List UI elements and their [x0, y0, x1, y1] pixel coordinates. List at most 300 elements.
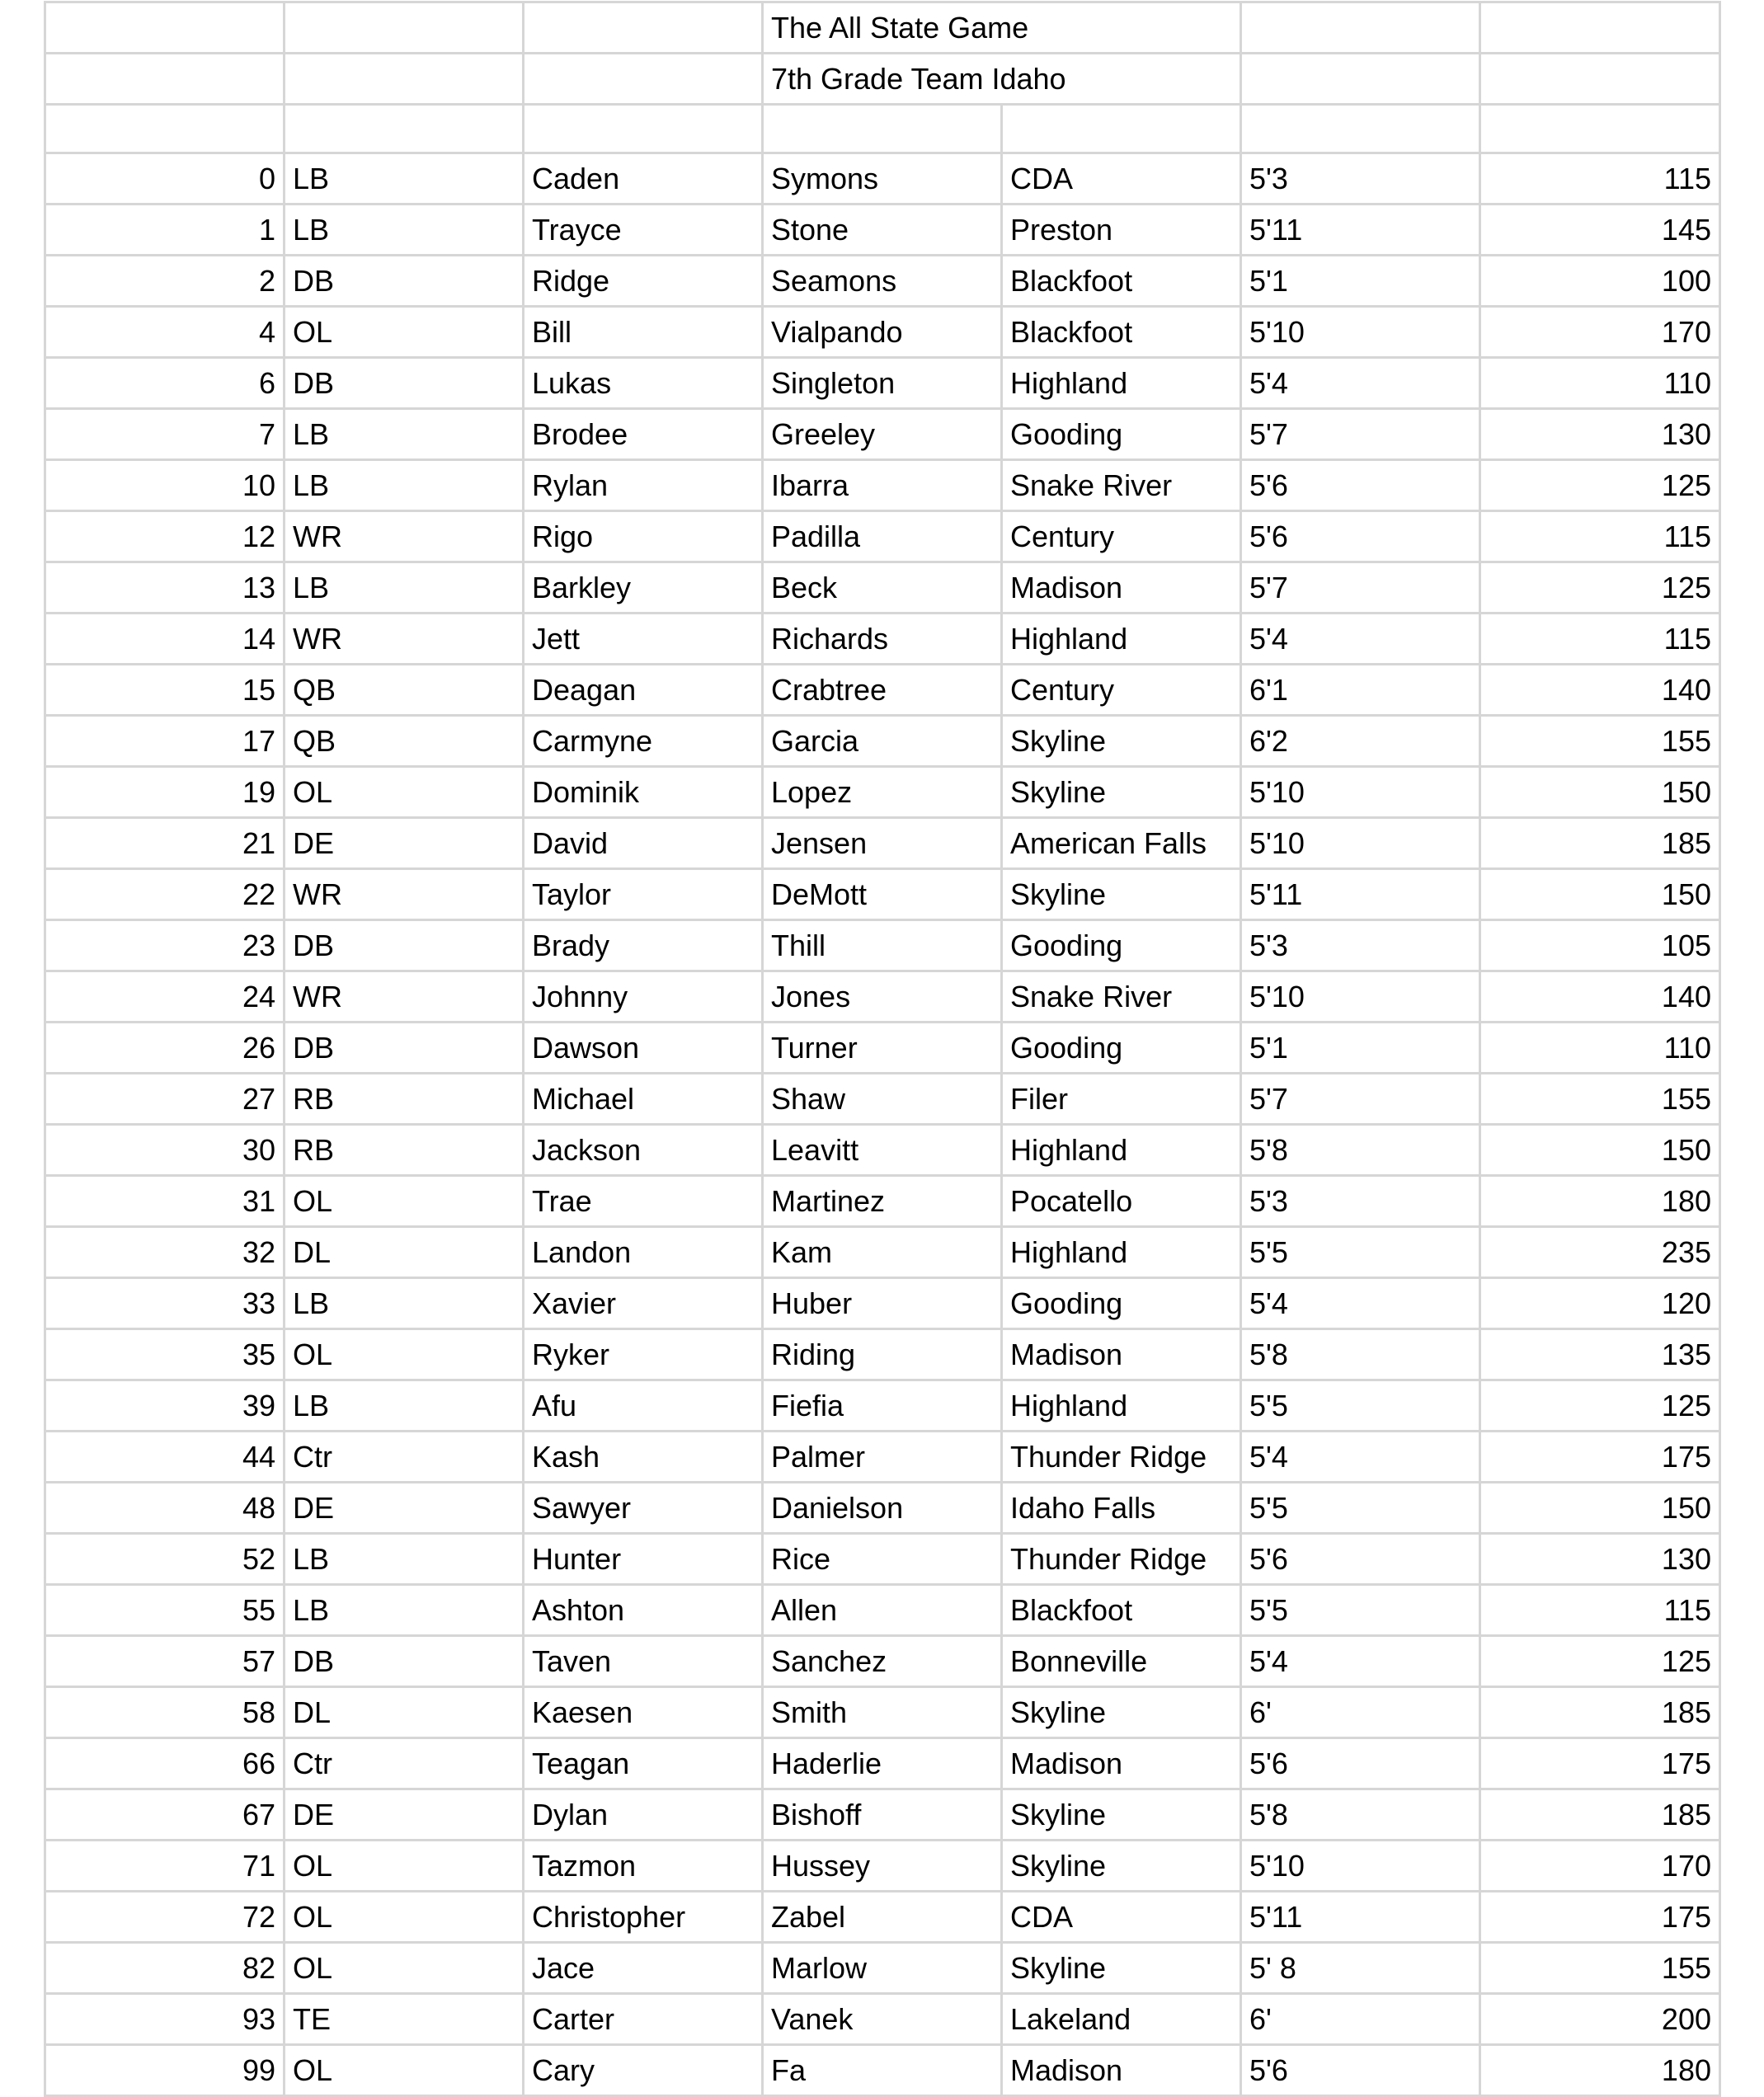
weight-cell[interactable]: 115: [1480, 153, 1720, 205]
first-name-cell[interactable]: Xavier: [524, 1278, 763, 1329]
weight-cell[interactable]: 110: [1480, 1023, 1720, 1074]
weight-cell[interactable]: 170: [1480, 1841, 1720, 1892]
last-name-cell[interactable]: Singleton: [763, 358, 1002, 409]
last-name-cell[interactable]: Crabtree: [763, 665, 1002, 716]
weight-cell[interactable]: 125: [1480, 1380, 1720, 1432]
jersey-number-cell[interactable]: 58: [45, 1687, 285, 1738]
last-name-cell[interactable]: Marlow: [763, 1943, 1002, 1994]
position-cell[interactable]: LB: [285, 153, 524, 205]
empty-cell[interactable]: [1002, 105, 1241, 153]
empty-cell[interactable]: [763, 105, 1002, 153]
position-cell[interactable]: OL: [285, 1892, 524, 1943]
weight-cell[interactable]: 125: [1480, 562, 1720, 614]
first-name-cell[interactable]: Ridge: [524, 256, 763, 307]
empty-cell[interactable]: [285, 105, 524, 153]
last-name-cell[interactable]: Leavitt: [763, 1125, 1002, 1176]
height-cell[interactable]: 6': [1241, 1687, 1480, 1738]
height-cell[interactable]: 5'10: [1241, 818, 1480, 869]
jersey-number-cell[interactable]: 66: [45, 1738, 285, 1789]
weight-cell[interactable]: 115: [1480, 614, 1720, 665]
school-cell[interactable]: Skyline: [1002, 1687, 1241, 1738]
jersey-number-cell[interactable]: 93: [45, 1994, 285, 2045]
first-name-cell[interactable]: Kaesen: [524, 1687, 763, 1738]
weight-cell[interactable]: 175: [1480, 1892, 1720, 1943]
position-cell[interactable]: LB: [285, 460, 524, 511]
weight-cell[interactable]: 115: [1480, 511, 1720, 562]
height-cell[interactable]: 5'6: [1241, 1534, 1480, 1585]
last-name-cell[interactable]: Martinez: [763, 1176, 1002, 1227]
jersey-number-cell[interactable]: 52: [45, 1534, 285, 1585]
school-cell[interactable]: Highland: [1002, 614, 1241, 665]
roster-sheet-body: [45, 2, 1720, 2096]
jersey-number-cell[interactable]: 30: [45, 1125, 285, 1176]
jersey-number-cell[interactable]: 31: [45, 1176, 285, 1227]
jersey-number-cell[interactable]: 4: [45, 307, 285, 358]
position-cell[interactable]: OL: [285, 767, 524, 818]
table-row: [45, 1023, 1720, 1074]
first-name-cell[interactable]: Afu: [524, 1380, 763, 1432]
position-cell[interactable]: DL: [285, 1687, 524, 1738]
weight-cell[interactable]: 180: [1480, 2045, 1720, 2096]
height-cell[interactable]: 5'1: [1241, 256, 1480, 307]
jersey-number-cell[interactable]: 44: [45, 1432, 285, 1483]
position-cell[interactable]: LB: [285, 1278, 524, 1329]
position-cell[interactable]: OL: [285, 1841, 524, 1892]
position-cell[interactable]: WR: [285, 614, 524, 665]
weight-cell[interactable]: 185: [1480, 1789, 1720, 1841]
jersey-number-cell[interactable]: 35: [45, 1329, 285, 1380]
empty-cell[interactable]: [45, 105, 285, 153]
school-cell[interactable]: Blackfoot: [1002, 1585, 1241, 1636]
height-cell[interactable]: 5'6: [1241, 1738, 1480, 1789]
weight-cell[interactable]: 150: [1480, 767, 1720, 818]
first-name-cell[interactable]: Brodee: [524, 409, 763, 460]
roster-sheet: [44, 1, 1721, 2097]
empty-cell[interactable]: [285, 2, 524, 54]
jersey-number-cell[interactable]: 13: [45, 562, 285, 614]
school-cell[interactable]: CDA: [1002, 1892, 1241, 1943]
jersey-number-cell[interactable]: 99: [45, 2045, 285, 2096]
first-name-cell[interactable]: Dominik: [524, 767, 763, 818]
jersey-number-cell[interactable]: 22: [45, 869, 285, 920]
empty-cell[interactable]: [1480, 54, 1720, 105]
empty-cell[interactable]: [1241, 54, 1480, 105]
position-cell[interactable]: OL: [285, 307, 524, 358]
first-name-cell[interactable]: Trae: [524, 1176, 763, 1227]
height-cell[interactable]: 5'5: [1241, 1483, 1480, 1534]
first-name-cell[interactable]: David: [524, 818, 763, 869]
empty-cell[interactable]: [524, 2, 763, 54]
table-row: [45, 716, 1720, 767]
weight-cell[interactable]: 110: [1480, 358, 1720, 409]
table-row: [45, 920, 1720, 971]
height-cell[interactable]: 5'5: [1241, 1585, 1480, 1636]
height-cell[interactable]: 5'4: [1241, 358, 1480, 409]
school-cell[interactable]: Madison: [1002, 1329, 1241, 1380]
position-cell[interactable]: DB: [285, 1023, 524, 1074]
school-cell[interactable]: Highland: [1002, 1227, 1241, 1278]
jersey-number-cell[interactable]: 19: [45, 767, 285, 818]
jersey-number-cell[interactable]: 26: [45, 1023, 285, 1074]
last-name-cell[interactable]: Allen: [763, 1585, 1002, 1636]
height-cell[interactable]: 5'10: [1241, 1841, 1480, 1892]
jersey-number-cell[interactable]: 32: [45, 1227, 285, 1278]
first-name-cell[interactable]: Michael: [524, 1074, 763, 1125]
school-cell[interactable]: Madison: [1002, 562, 1241, 614]
position-cell[interactable]: DE: [285, 1483, 524, 1534]
jersey-number-cell[interactable]: 10: [45, 460, 285, 511]
weight-cell[interactable]: 175: [1480, 1432, 1720, 1483]
first-name-cell[interactable]: Carter: [524, 1994, 763, 2045]
school-cell[interactable]: Thunder Ridge: [1002, 1432, 1241, 1483]
jersey-number-cell[interactable]: 48: [45, 1483, 285, 1534]
empty-cell[interactable]: [1241, 2, 1480, 54]
school-cell[interactable]: Idaho Falls: [1002, 1483, 1241, 1534]
height-cell[interactable]: 6': [1241, 1994, 1480, 2045]
empty-cell[interactable]: [524, 54, 763, 105]
jersey-number-cell[interactable]: 67: [45, 1789, 285, 1841]
first-name-cell[interactable]: Johnny: [524, 971, 763, 1023]
jersey-number-cell[interactable]: 0: [45, 153, 285, 205]
weight-cell[interactable]: 130: [1480, 1534, 1720, 1585]
school-cell[interactable]: CDA: [1002, 153, 1241, 205]
jersey-number-cell[interactable]: 17: [45, 716, 285, 767]
height-cell[interactable]: 5'3: [1241, 920, 1480, 971]
weight-cell[interactable]: 135: [1480, 1329, 1720, 1380]
first-name-cell[interactable]: Christopher: [524, 1892, 763, 1943]
blank-row: [45, 105, 1720, 153]
last-name-cell[interactable]: Richards: [763, 614, 1002, 665]
first-name-cell[interactable]: Taylor: [524, 869, 763, 920]
school-cell[interactable]: Skyline: [1002, 767, 1241, 818]
last-name-cell[interactable]: Jensen: [763, 818, 1002, 869]
first-name-cell[interactable]: Kash: [524, 1432, 763, 1483]
height-cell[interactable]: 5'5: [1241, 1380, 1480, 1432]
weight-cell[interactable]: 125: [1480, 1636, 1720, 1687]
weight-cell[interactable]: 115: [1480, 1585, 1720, 1636]
last-name-cell[interactable]: Symons: [763, 153, 1002, 205]
position-cell[interactable]: OL: [285, 1176, 524, 1227]
empty-cell[interactable]: [1241, 105, 1480, 153]
last-name-cell[interactable]: Thill: [763, 920, 1002, 971]
last-name-cell[interactable]: Bishoff: [763, 1789, 1002, 1841]
table-row: [45, 1125, 1720, 1176]
position-cell[interactable]: RB: [285, 1125, 524, 1176]
position-cell[interactable]: RB: [285, 1074, 524, 1125]
last-name-cell[interactable]: DeMott: [763, 869, 1002, 920]
school-cell[interactable]: Preston: [1002, 205, 1241, 256]
school-cell[interactable]: Gooding: [1002, 920, 1241, 971]
position-cell[interactable]: QB: [285, 716, 524, 767]
last-name-cell[interactable]: Danielson: [763, 1483, 1002, 1534]
last-name-cell[interactable]: Vialpando: [763, 307, 1002, 358]
height-cell[interactable]: 5'7: [1241, 562, 1480, 614]
height-cell[interactable]: 5'8: [1241, 1329, 1480, 1380]
school-cell[interactable]: Pocatello: [1002, 1176, 1241, 1227]
jersey-number-cell[interactable]: 72: [45, 1892, 285, 1943]
position-cell[interactable]: WR: [285, 511, 524, 562]
last-name-cell[interactable]: Sanchez: [763, 1636, 1002, 1687]
position-cell[interactable]: DE: [285, 1789, 524, 1841]
school-cell[interactable]: Highland: [1002, 358, 1241, 409]
table-row: [45, 665, 1720, 716]
weight-cell[interactable]: 155: [1480, 1074, 1720, 1125]
first-name-cell[interactable]: Lukas: [524, 358, 763, 409]
school-cell[interactable]: Skyline: [1002, 1789, 1241, 1841]
weight-cell[interactable]: 130: [1480, 409, 1720, 460]
weight-cell[interactable]: 150: [1480, 1125, 1720, 1176]
empty-cell[interactable]: [45, 54, 285, 105]
position-cell[interactable]: LB: [285, 1585, 524, 1636]
weight-cell[interactable]: 125: [1480, 460, 1720, 511]
position-cell[interactable]: LB: [285, 562, 524, 614]
height-cell[interactable]: 5'8: [1241, 1125, 1480, 1176]
first-name-cell[interactable]: Dylan: [524, 1789, 763, 1841]
empty-cell[interactable]: [1480, 105, 1720, 153]
school-cell[interactable]: Skyline: [1002, 869, 1241, 920]
last-name-cell[interactable]: Hussey: [763, 1841, 1002, 1892]
first-name-cell[interactable]: Ryker: [524, 1329, 763, 1380]
weight-cell[interactable]: 145: [1480, 205, 1720, 256]
sheet-subtitle[interactable]: 7th Grade Team Idaho: [763, 54, 1241, 105]
weight-cell[interactable]: 235: [1480, 1227, 1720, 1278]
school-cell[interactable]: Highland: [1002, 1380, 1241, 1432]
table-row: [45, 1738, 1720, 1789]
height-cell[interactable]: 5'11: [1241, 205, 1480, 256]
height-cell[interactable]: 5'5: [1241, 1227, 1480, 1278]
height-cell[interactable]: 5'4: [1241, 614, 1480, 665]
last-name-cell[interactable]: Padilla: [763, 511, 1002, 562]
last-name-cell[interactable]: Greeley: [763, 409, 1002, 460]
school-cell[interactable]: Skyline: [1002, 716, 1241, 767]
first-name-cell[interactable]: Rylan: [524, 460, 763, 511]
weight-cell[interactable]: 155: [1480, 1943, 1720, 1994]
jersey-number-cell[interactable]: 12: [45, 511, 285, 562]
school-cell[interactable]: Filer: [1002, 1074, 1241, 1125]
last-name-cell[interactable]: Stone: [763, 205, 1002, 256]
weight-cell[interactable]: 140: [1480, 971, 1720, 1023]
position-cell[interactable]: DB: [285, 256, 524, 307]
weight-cell[interactable]: 100: [1480, 256, 1720, 307]
position-cell[interactable]: DL: [285, 1227, 524, 1278]
empty-cell[interactable]: [1480, 2, 1720, 54]
position-cell[interactable]: OL: [285, 1943, 524, 1994]
height-cell[interactable]: 5'6: [1241, 511, 1480, 562]
school-cell[interactable]: American Falls: [1002, 818, 1241, 869]
table-row: [45, 511, 1720, 562]
table-row: [45, 460, 1720, 511]
first-name-cell[interactable]: Brady: [524, 920, 763, 971]
last-name-cell[interactable]: Huber: [763, 1278, 1002, 1329]
last-name-cell[interactable]: Palmer: [763, 1432, 1002, 1483]
first-name-cell[interactable]: Barkley: [524, 562, 763, 614]
first-name-cell[interactable]: Taven: [524, 1636, 763, 1687]
last-name-cell[interactable]: Fiefia: [763, 1380, 1002, 1432]
first-name-cell[interactable]: Teagan: [524, 1738, 763, 1789]
height-cell[interactable]: 5'10: [1241, 971, 1480, 1023]
school-cell[interactable]: Snake River: [1002, 971, 1241, 1023]
last-name-cell[interactable]: Ibarra: [763, 460, 1002, 511]
last-name-cell[interactable]: Jones: [763, 971, 1002, 1023]
table-row: [45, 409, 1720, 460]
jersey-number-cell[interactable]: 27: [45, 1074, 285, 1125]
weight-cell[interactable]: 120: [1480, 1278, 1720, 1329]
position-cell[interactable]: LB: [285, 205, 524, 256]
last-name-cell[interactable]: Turner: [763, 1023, 1002, 1074]
height-cell[interactable]: 5'11: [1241, 1892, 1480, 1943]
height-cell[interactable]: 5'10: [1241, 767, 1480, 818]
first-name-cell[interactable]: Jackson: [524, 1125, 763, 1176]
position-cell[interactable]: DB: [285, 920, 524, 971]
last-name-cell[interactable]: Vanek: [763, 1994, 1002, 2045]
jersey-number-cell[interactable]: 7: [45, 409, 285, 460]
first-name-cell[interactable]: Trayce: [524, 205, 763, 256]
weight-cell[interactable]: 185: [1480, 1687, 1720, 1738]
sheet-title[interactable]: The All State Game: [763, 2, 1241, 54]
last-name-cell[interactable]: Zabel: [763, 1892, 1002, 1943]
school-cell[interactable]: Thunder Ridge: [1002, 1534, 1241, 1585]
jersey-number-cell[interactable]: 14: [45, 614, 285, 665]
height-cell[interactable]: 5'3: [1241, 1176, 1480, 1227]
last-name-cell[interactable]: Beck: [763, 562, 1002, 614]
height-cell[interactable]: 5'8: [1241, 1789, 1480, 1841]
jersey-number-cell[interactable]: 1: [45, 205, 285, 256]
jersey-number-cell[interactable]: 23: [45, 920, 285, 971]
jersey-number-cell[interactable]: 82: [45, 1943, 285, 1994]
first-name-cell[interactable]: Hunter: [524, 1534, 763, 1585]
position-cell[interactable]: LB: [285, 409, 524, 460]
position-cell[interactable]: WR: [285, 971, 524, 1023]
empty-cell[interactable]: [45, 2, 285, 54]
first-name-cell[interactable]: Landon: [524, 1227, 763, 1278]
height-cell[interactable]: 5'10: [1241, 307, 1480, 358]
weight-cell[interactable]: 175: [1480, 1738, 1720, 1789]
jersey-number-cell[interactable]: 57: [45, 1636, 285, 1687]
first-name-cell[interactable]: Tazmon: [524, 1841, 763, 1892]
jersey-number-cell[interactable]: 2: [45, 256, 285, 307]
school-cell[interactable]: Bonneville: [1002, 1636, 1241, 1687]
height-cell[interactable]: 5'6: [1241, 2045, 1480, 2096]
weight-cell[interactable]: 150: [1480, 869, 1720, 920]
school-cell[interactable]: Madison: [1002, 2045, 1241, 2096]
position-cell[interactable]: OL: [285, 2045, 524, 2096]
table-row: [45, 614, 1720, 665]
weight-cell[interactable]: 150: [1480, 1483, 1720, 1534]
height-cell[interactable]: 5' 8: [1241, 1943, 1480, 1994]
jersey-number-cell[interactable]: 15: [45, 665, 285, 716]
last-name-cell[interactable]: Kam: [763, 1227, 1002, 1278]
position-cell[interactable]: WR: [285, 869, 524, 920]
weight-cell[interactable]: 170: [1480, 307, 1720, 358]
position-cell[interactable]: TE: [285, 1994, 524, 2045]
school-cell[interactable]: Blackfoot: [1002, 307, 1241, 358]
height-cell[interactable]: 5'11: [1241, 869, 1480, 920]
school-cell[interactable]: Gooding: [1002, 1278, 1241, 1329]
jersey-number-cell[interactable]: 33: [45, 1278, 285, 1329]
jersey-number-cell[interactable]: 55: [45, 1585, 285, 1636]
height-cell[interactable]: 5'4: [1241, 1432, 1480, 1483]
school-cell[interactable]: Blackfoot: [1002, 256, 1241, 307]
last-name-cell[interactable]: Smith: [763, 1687, 1002, 1738]
height-cell[interactable]: 5'6: [1241, 460, 1480, 511]
weight-cell[interactable]: 155: [1480, 716, 1720, 767]
school-cell[interactable]: Skyline: [1002, 1943, 1241, 1994]
school-cell[interactable]: Lakeland: [1002, 1994, 1241, 2045]
height-cell[interactable]: 5'3: [1241, 153, 1480, 205]
last-name-cell[interactable]: Seamons: [763, 256, 1002, 307]
table-row: [45, 1432, 1720, 1483]
weight-cell[interactable]: 200: [1480, 1994, 1720, 2045]
jersey-number-cell[interactable]: 24: [45, 971, 285, 1023]
weight-cell[interactable]: 180: [1480, 1176, 1720, 1227]
height-cell[interactable]: 5'7: [1241, 409, 1480, 460]
first-name-cell[interactable]: Deagan: [524, 665, 763, 716]
position-cell[interactable]: DB: [285, 358, 524, 409]
table-row: [45, 1329, 1720, 1380]
first-name-cell[interactable]: Caden: [524, 153, 763, 205]
position-cell[interactable]: LB: [285, 1534, 524, 1585]
last-name-cell[interactable]: Haderlie: [763, 1738, 1002, 1789]
height-cell[interactable]: 6'1: [1241, 665, 1480, 716]
position-cell[interactable]: LB: [285, 1380, 524, 1432]
height-cell[interactable]: 6'2: [1241, 716, 1480, 767]
first-name-cell[interactable]: Bill: [524, 307, 763, 358]
height-cell[interactable]: 5'1: [1241, 1023, 1480, 1074]
jersey-number-cell[interactable]: 6: [45, 358, 285, 409]
position-cell[interactable]: DB: [285, 1636, 524, 1687]
position-cell[interactable]: DE: [285, 818, 524, 869]
jersey-number-cell[interactable]: 21: [45, 818, 285, 869]
school-cell[interactable]: Highland: [1002, 1125, 1241, 1176]
weight-cell[interactable]: 105: [1480, 920, 1720, 971]
first-name-cell[interactable]: Dawson: [524, 1023, 763, 1074]
school-cell[interactable]: Century: [1002, 665, 1241, 716]
first-name-cell[interactable]: Rigo: [524, 511, 763, 562]
height-cell[interactable]: 5'4: [1241, 1636, 1480, 1687]
school-cell[interactable]: Century: [1002, 511, 1241, 562]
school-cell[interactable]: Skyline: [1002, 1841, 1241, 1892]
weight-cell[interactable]: 185: [1480, 818, 1720, 869]
last-name-cell[interactable]: Fa: [763, 2045, 1002, 2096]
last-name-cell[interactable]: Lopez: [763, 767, 1002, 818]
first-name-cell[interactable]: Cary: [524, 2045, 763, 2096]
jersey-number-cell[interactable]: 71: [45, 1841, 285, 1892]
height-cell[interactable]: 5'7: [1241, 1074, 1480, 1125]
first-name-cell[interactable]: Ashton: [524, 1585, 763, 1636]
position-cell[interactable]: OL: [285, 1329, 524, 1380]
first-name-cell[interactable]: Carmyne: [524, 716, 763, 767]
last-name-cell[interactable]: Garcia: [763, 716, 1002, 767]
height-cell[interactable]: 5'4: [1241, 1278, 1480, 1329]
jersey-number-cell[interactable]: 39: [45, 1380, 285, 1432]
position-cell[interactable]: Ctr: [285, 1738, 524, 1789]
last-name-cell[interactable]: Riding: [763, 1329, 1002, 1380]
school-cell[interactable]: Gooding: [1002, 409, 1241, 460]
first-name-cell[interactable]: Jett: [524, 614, 763, 665]
first-name-cell[interactable]: Sawyer: [524, 1483, 763, 1534]
last-name-cell[interactable]: Rice: [763, 1534, 1002, 1585]
empty-cell[interactable]: [285, 54, 524, 105]
position-cell[interactable]: QB: [285, 665, 524, 716]
empty-cell[interactable]: [524, 105, 763, 153]
school-cell[interactable]: Madison: [1002, 1738, 1241, 1789]
weight-cell[interactable]: 140: [1480, 665, 1720, 716]
school-cell[interactable]: Snake River: [1002, 460, 1241, 511]
school-cell[interactable]: Gooding: [1002, 1023, 1241, 1074]
first-name-cell[interactable]: Jace: [524, 1943, 763, 1994]
last-name-cell[interactable]: Shaw: [763, 1074, 1002, 1125]
position-cell[interactable]: Ctr: [285, 1432, 524, 1483]
